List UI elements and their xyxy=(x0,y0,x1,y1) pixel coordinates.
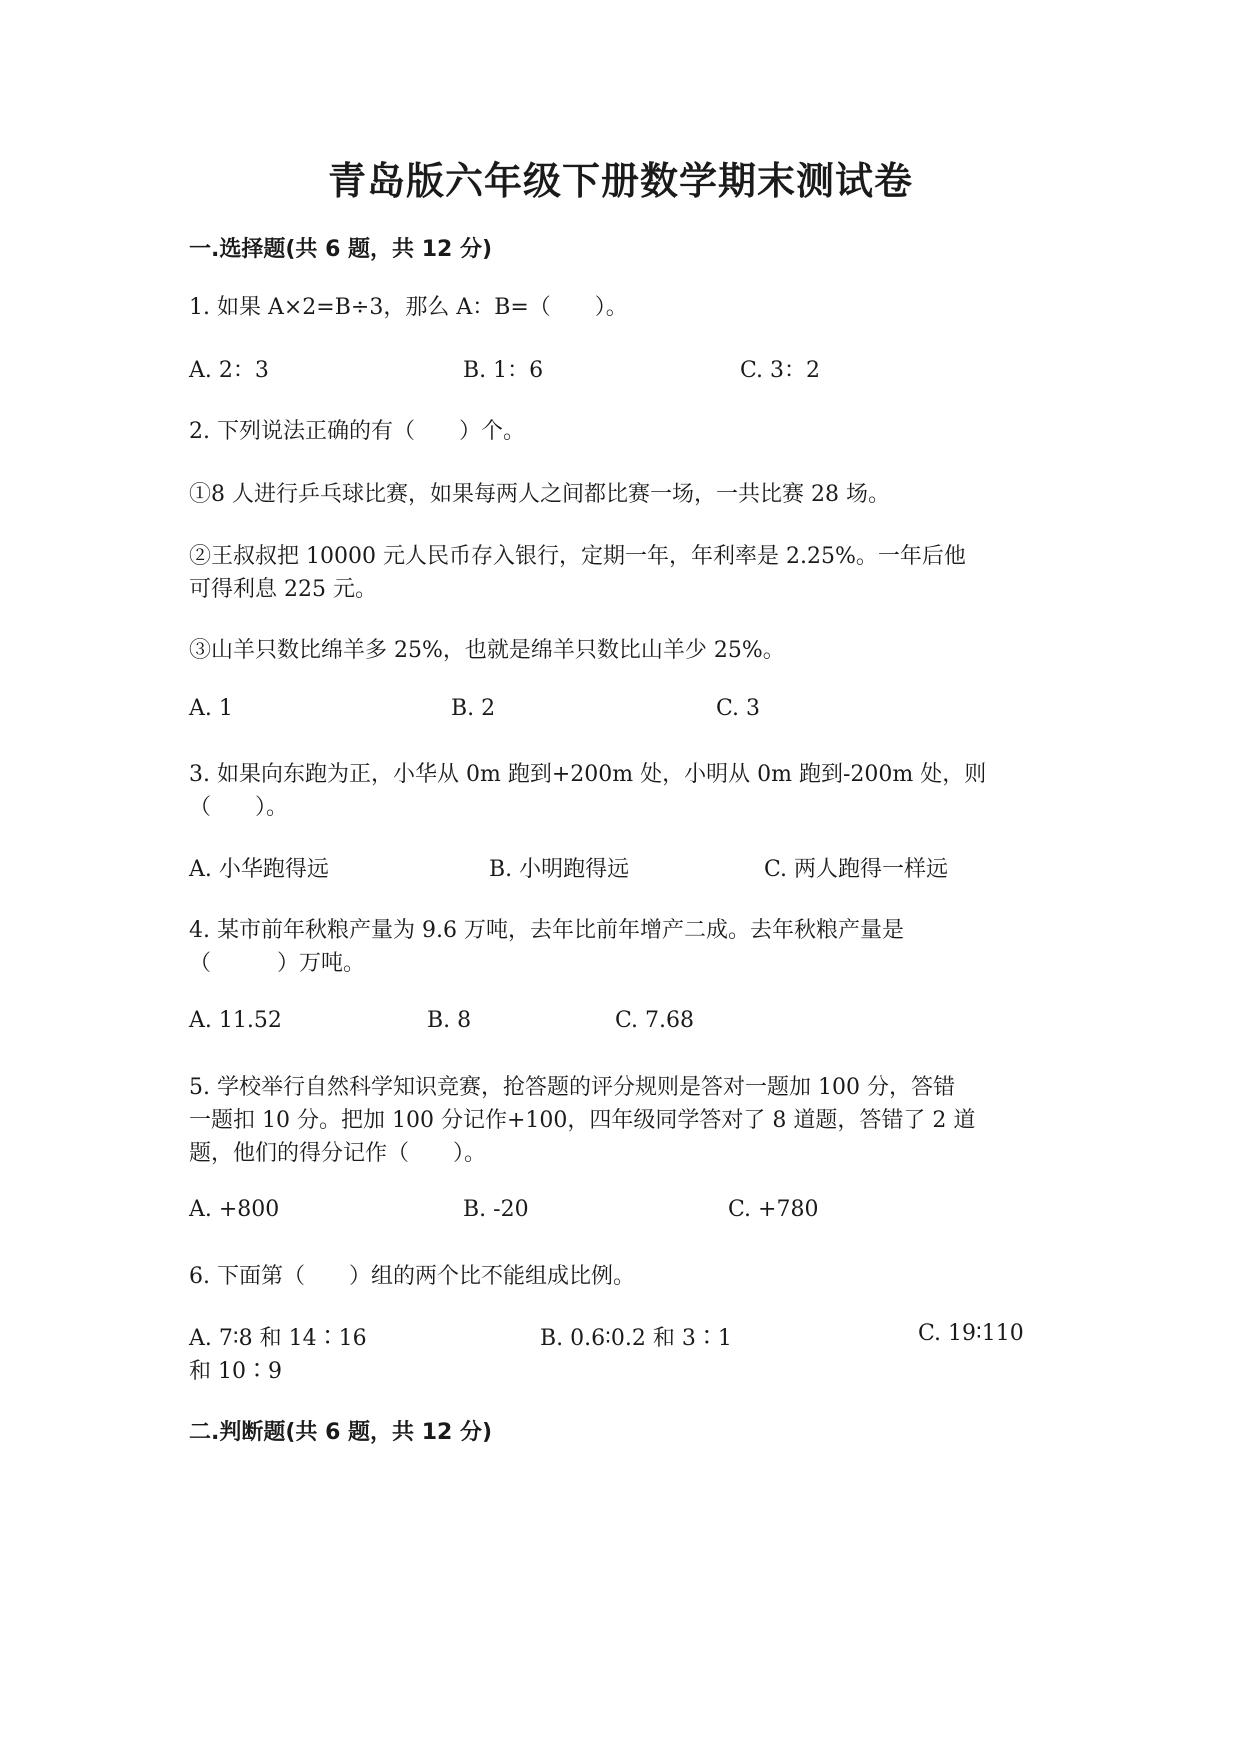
section-heading-choice: 一.选择题(共 6 题，共 12 分) xyxy=(189,237,493,262)
page-title: 青岛版六年级下册数学期末测试卷 xyxy=(327,159,913,203)
question-4-stem: 4. 某市前年秋粮产量为 9.6 万吨，去年比前年增产二成。去年秋粮产量是 xyxy=(189,918,904,943)
question-3-option-c: C. 两人跑得一样远 xyxy=(764,857,949,882)
question-2-option-b: B. 2 xyxy=(451,696,496,721)
question-4-option-c: C. 7.68 xyxy=(615,1008,695,1033)
question-5-stem-cont-1: 一题扣 10 分。把加 100 分记作+100，四年级同学答对了 8 道题，答错了 2 道 xyxy=(189,1108,976,1133)
question-3-option-a: A. 小华跑得远 xyxy=(189,857,329,882)
question-6-stem: 6. 下面第（ ）组的两个比不能组成比例。 xyxy=(189,1264,635,1289)
question-2-statement-1: ①8 人进行乒乓球比赛，如果每两人之间都比赛一场，一共比赛 28 场。 xyxy=(189,482,890,507)
question-2-statement-3: ③山羊只数比绵羊多 25%，也就是绵羊只数比山羊少 25%。 xyxy=(189,638,785,663)
question-4-option-b: B. 8 xyxy=(427,1008,472,1033)
question-2-statement-2: ②王叔叔把 10000 元人民币存入银行，定期一年，年利率是 2.25%。一年后他 xyxy=(189,544,966,569)
question-2-statement-2-cont: 可得利息 225 元。 xyxy=(189,577,377,602)
question-1-option-a: A. 2：3 xyxy=(189,358,269,383)
question-5-stem: 5. 学校举行自然科学知识竞赛，抢答题的评分规则是答对一题加 100 分，答错 xyxy=(189,1075,955,1100)
question-6-option-b: B. 0.6∶0.2 和 3∶1 xyxy=(540,1326,732,1351)
section-heading-judgement: 二.判断题(共 6 题，共 12 分) xyxy=(189,1420,493,1445)
question-5-stem-cont-2: 题，他们的得分记作（ ）。 xyxy=(189,1141,487,1166)
question-1-option-b: B. 1：6 xyxy=(463,358,544,383)
question-6-option-c: C. 19∶110 xyxy=(918,1321,1024,1346)
question-2-stem: 2. 下列说法正确的有（ ）个。 xyxy=(189,419,525,444)
question-5-option-b: B. -20 xyxy=(463,1197,529,1222)
question-1-stem: 1. 如果 A×2=B÷3，那么 A：B=（ ）。 xyxy=(189,295,628,320)
question-2-option-c: C. 3 xyxy=(716,696,761,721)
question-6-option-c-cont: 和 10∶9 xyxy=(189,1359,282,1384)
question-6-option-a: A. 7∶8 和 14∶16 xyxy=(189,1326,367,1351)
question-1-option-c: C. 3：2 xyxy=(740,358,821,383)
question-4-option-a: A. 11.52 xyxy=(189,1008,282,1033)
question-5-option-a: A. +800 xyxy=(189,1197,280,1222)
question-4-stem-cont: （ ）万吨。 xyxy=(189,951,366,976)
question-3-stem: 3. 如果向东跑为正，小华从 0m 跑到+200m 处，小明从 0m 跑到-200m 处，则 xyxy=(189,762,987,787)
question-3-option-b: B. 小明跑得远 xyxy=(489,857,630,882)
question-2-option-a: A. 1 xyxy=(189,696,233,721)
question-5-option-c: C. +780 xyxy=(728,1197,819,1222)
question-3-stem-cont: （ ）。 xyxy=(189,795,289,820)
